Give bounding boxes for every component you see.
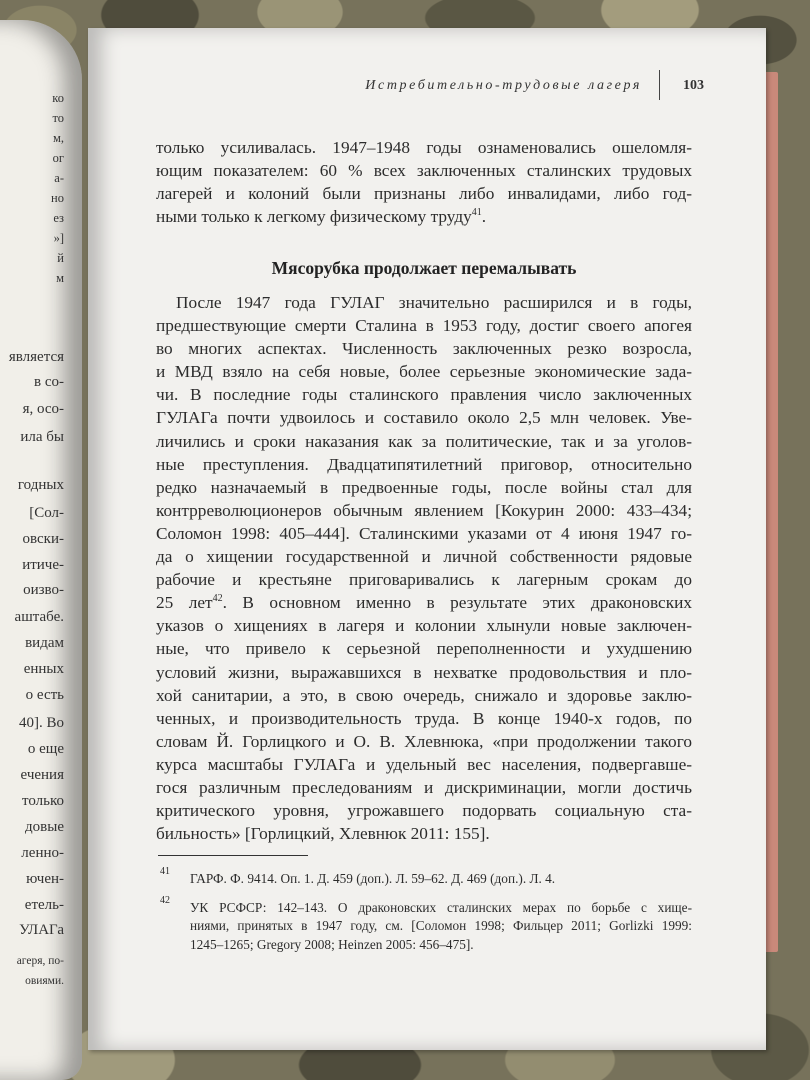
paragraph-line: редко назначаемый в предвоенные годы, после войны стал для bbox=[156, 477, 692, 497]
left-page-fragment: УЛАГа bbox=[19, 922, 64, 938]
paragraph-line: словам Й. Горлицкого и О. В. Хлевнюка, «при продолжении такого bbox=[156, 731, 692, 751]
left-page-fragment: ог bbox=[52, 151, 64, 165]
intro-line: ющим показателем: 60 % всех заключенных сталинских трудовых bbox=[156, 161, 692, 181]
right-page bbox=[88, 28, 766, 1050]
paragraph-line bbox=[156, 591, 692, 614]
paragraph-line: курса масштабы ГУЛАГа и удельный вес населения, подвергавше- bbox=[156, 754, 692, 774]
left-page-fragment: а- bbox=[54, 171, 64, 185]
left-page-fragment: ленно- bbox=[21, 845, 64, 861]
left-page-fragment: »] bbox=[53, 231, 64, 245]
paragraph-line-start: 25 лет bbox=[156, 593, 213, 613]
paragraph-line: ченных, и производительность труда. В конце 1940-х годов, по bbox=[156, 708, 692, 728]
left-page-fragment: оизво- bbox=[23, 582, 64, 598]
left-page-fragment: довые bbox=[25, 819, 64, 835]
left-page-fragment: [Сол- bbox=[29, 505, 64, 521]
left-page-fragment: видам bbox=[25, 635, 64, 651]
footnote-ref-42[interactable]: 42 bbox=[212, 593, 223, 605]
footnote-42 bbox=[160, 894, 692, 955]
left-page-fragment: в со- bbox=[34, 374, 64, 390]
paragraph-line: во многих аспектах. Численность заключенных резко возросла, bbox=[156, 339, 692, 359]
intro-paragraph bbox=[156, 136, 692, 228]
footnote-line: ГАРФ. Ф. 9414. Оп. 1. Д. 459 (доп.). Л. 59–62. Д. 469 (доп.). Л. 4. bbox=[190, 871, 556, 886]
left-page-fragment: ко bbox=[52, 91, 64, 105]
intro-line bbox=[156, 205, 692, 228]
paragraph-line: контрреволюционеров обычным явлением [Кокурин 2000: 433–434; bbox=[156, 500, 692, 520]
page-number: 103 bbox=[683, 78, 704, 93]
paragraph-line: ные, что привело к серьезной переполненности и ухудшению bbox=[156, 639, 692, 659]
footnotes bbox=[160, 866, 692, 964]
footnote-ref-41[interactable]: 41 bbox=[471, 207, 482, 219]
running-title: Истребительно-трудовые лагеря bbox=[365, 78, 642, 93]
intro-line: лагерей и колоний были признаны либо инвалидами, либо год- bbox=[156, 184, 692, 204]
paragraph-line: Соломон 1998: 405–444]. Сталинскими указами от 4 июня 1947 го- bbox=[156, 523, 692, 543]
left-page-fragment: о есть bbox=[25, 687, 64, 703]
paragraph-line: указов о хищениях в лагеря и колонии хлынули новые заключен- bbox=[156, 616, 692, 636]
left-page-fragment: итиче- bbox=[22, 557, 64, 573]
footnote-mark: 41 bbox=[160, 866, 170, 877]
paragraph-line: условий жизни, выражавшихся в нехватке продовольствия и пло- bbox=[156, 662, 692, 682]
footnote-line: УК РСФСР: 142–143. О драконовских сталинских мерах по борьбе с хище- bbox=[190, 899, 692, 915]
paragraph-line: чи. В последние годы сталинского правления число заключенных bbox=[156, 385, 692, 405]
left-page-fragment: годных bbox=[17, 477, 64, 493]
intro-line: только усиливалась. 1947–1948 годы ознаменовались ошеломля- bbox=[156, 138, 692, 157]
left-page-fragment: только bbox=[21, 793, 64, 809]
left-page-fragment: ючен- bbox=[26, 871, 64, 887]
running-header bbox=[350, 76, 710, 100]
left-page-fragment: то bbox=[52, 111, 64, 125]
footnote-mark: 42 bbox=[160, 894, 170, 906]
left-page-fragment: ила бы bbox=[20, 429, 64, 445]
footnote-line: 1245–1265; Gregory 2008; Heinzen 2005: 456–475]. bbox=[190, 936, 474, 952]
main-paragraph bbox=[156, 291, 692, 845]
left-page bbox=[0, 20, 82, 1080]
paragraph-line: гося различным преследованиям и дискриминации, могли достичь bbox=[156, 777, 692, 797]
left-page-fragment: й bbox=[57, 251, 64, 265]
paragraph-line: ГУЛАГа почти удвоилось и составило около 2,5 млн человек. Уве- bbox=[156, 408, 692, 428]
left-page-fragment: но bbox=[51, 191, 64, 205]
left-page-fragment: аштабе. bbox=[14, 609, 64, 625]
paragraph-line: и МВД взяло на себя новые, более серьезные экономические зада- bbox=[156, 362, 692, 382]
intro-line-end: . bbox=[481, 207, 487, 227]
header-separator bbox=[659, 70, 661, 100]
left-page-fragment: енных bbox=[23, 661, 64, 677]
left-page-fragment: 40]. Во bbox=[19, 715, 64, 731]
left-page-fragment: я, осо- bbox=[22, 401, 64, 417]
paragraph-line: рабочие и крестьяне приговаривались к лагерным срокам до bbox=[156, 570, 692, 590]
intro-line-text: ными только к легкому физическому труду bbox=[156, 207, 472, 227]
paragraph-line: ные преступления. Двадцатипятилетний приговор, относительно bbox=[156, 454, 692, 474]
left-page-fragment: ечения bbox=[20, 767, 64, 783]
paragraph-line: предшествующие смерти Сталина в 1953 году, достиг своего апогея bbox=[156, 316, 692, 336]
section-heading: Мясорубка продолжает перемалывать bbox=[271, 258, 577, 278]
paragraph-line: После 1947 года ГУЛАГ значительно расширился и в годы, bbox=[176, 293, 692, 312]
paragraph-line: личились и сроки наказания как за политические, так и за уголов- bbox=[156, 431, 692, 451]
left-page-fragment: етель- bbox=[24, 897, 64, 913]
paragraph-line: хой санитарии, а это, в свою очередь, снижало и здоровье заклю- bbox=[156, 685, 692, 705]
left-page-fragment: м, bbox=[52, 131, 64, 145]
footnote-rule bbox=[158, 855, 308, 856]
footnote-line: ниями, принятых в 1947 году, см. [Соломон 1998; Фильцер 2011; Gorlizki 1999: bbox=[190, 918, 692, 933]
paragraph-line: критического уровня, угрожавшего подорвать социальную ста- bbox=[156, 801, 692, 821]
left-page-fragment: агеря, по- bbox=[16, 955, 64, 967]
left-page-fragment: ез bbox=[53, 211, 64, 225]
left-page-fragment: м bbox=[56, 271, 64, 285]
left-page-fragment: о еще bbox=[27, 741, 64, 757]
paragraph-line-end: . В основном именно в результате этих драконовских bbox=[222, 593, 692, 613]
paragraph-line: бильность» [Горлицкий, Хлевнюк 2011: 155]. bbox=[156, 824, 490, 844]
left-page-fragment: овски- bbox=[22, 531, 64, 547]
left-page-fragment: является bbox=[8, 349, 64, 365]
paragraph-line: да о хищении государственной и личной собственности рядовые bbox=[156, 547, 692, 567]
footnote-41 bbox=[160, 866, 692, 889]
left-page-fragment: овиями. bbox=[25, 975, 64, 987]
